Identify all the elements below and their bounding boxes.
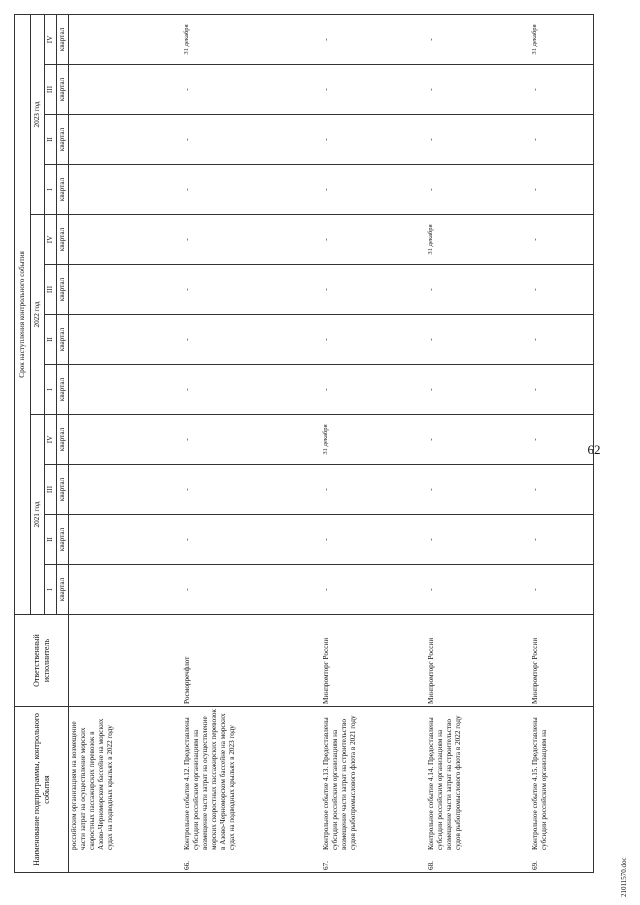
period-cell: - <box>321 365 426 415</box>
deadline-cell: 31 декабря <box>182 14 321 64</box>
quarter-word-header: квартал <box>57 115 69 165</box>
year-header: 2023 год <box>31 14 45 214</box>
deadline-cell: 31 декабря <box>426 215 531 265</box>
control-events-table <box>14 14 594 873</box>
quarter-word-header: квартал <box>57 215 69 265</box>
table-row <box>321 14 426 872</box>
quarter-number-header: I <box>45 165 57 215</box>
row-number <box>70 856 115 870</box>
period-cell <box>69 165 182 215</box>
period-cell: - <box>426 515 531 565</box>
table-row <box>69 14 182 872</box>
quarter-word-header: квартал <box>57 465 69 515</box>
period-cell: - <box>321 14 426 64</box>
period-cell: - <box>426 14 531 64</box>
quarter-number-header: III <box>45 65 57 115</box>
period-cell: - <box>426 65 531 115</box>
quarter-number-header: I <box>45 565 57 615</box>
period-cell <box>69 515 182 565</box>
period-cell <box>69 14 182 64</box>
event-name-text: Контрольное событие 4.13. Предоставлены субсидии российским организациям на возмещение части затрат на строительство судов рыбопромыслового флота в 2021 году <box>322 715 358 850</box>
quarter-word-header: квартал <box>57 65 69 115</box>
period-cell <box>69 415 182 465</box>
period-cell <box>69 215 182 265</box>
period-cell: - <box>321 65 426 115</box>
period-cell: - <box>321 315 426 365</box>
executor-column-header: Ответственный исполнитель <box>15 615 69 707</box>
period-cell: - <box>321 215 426 265</box>
period-cell: - <box>182 65 321 115</box>
period-cell: - <box>530 515 593 565</box>
quarter-number-header: II <box>45 315 57 365</box>
event-name-cell <box>426 707 531 873</box>
period-cell: - <box>182 315 321 365</box>
name-column-header: Наименование подпрограммы, контрольного события <box>15 707 69 873</box>
quarter-word-header: квартал <box>57 14 69 64</box>
quarter-number-header: II <box>45 115 57 165</box>
quarter-number-header: I <box>45 365 57 415</box>
period-cell <box>69 565 182 615</box>
period-cell: - <box>426 565 531 615</box>
period-cell: - <box>530 415 593 465</box>
year-header: 2021 год <box>31 415 45 615</box>
quarter-number-header: III <box>45 465 57 515</box>
period-cell: - <box>182 465 321 515</box>
period-cell: - <box>426 265 531 315</box>
period-cell: - <box>321 465 426 515</box>
period-cell: - <box>426 465 531 515</box>
period-cell: - <box>426 365 531 415</box>
period-cell: - <box>530 315 593 365</box>
period-cell: - <box>530 165 593 215</box>
event-name-cell <box>69 707 182 873</box>
event-name-text: российским организациям на возмещение части затрат на осуществление морских скоростных пассажирских перевозок в Азово-Черноморском бассейне на морских судах на подводных крыльях в 2022 году <box>70 718 114 850</box>
executor-cell <box>69 615 182 707</box>
period-cell: - <box>182 515 321 565</box>
row-number: 69. <box>531 861 540 870</box>
executor-cell: Росморречфлот <box>182 615 321 707</box>
quarter-number-header: II <box>45 515 57 565</box>
event-name-cell <box>530 707 593 873</box>
period-cell: - <box>182 115 321 165</box>
period-cell: - <box>530 465 593 515</box>
quarter-word-header: квартал <box>57 265 69 315</box>
period-cell <box>69 265 182 315</box>
period-cell: - <box>426 115 531 165</box>
period-cell: - <box>321 515 426 565</box>
period-cell: - <box>530 115 593 165</box>
period-cell <box>69 465 182 515</box>
quarter-word-header: квартал <box>57 415 69 465</box>
period-cell <box>69 315 182 365</box>
deadline-cell: 31 декабря <box>321 415 426 465</box>
table-row <box>530 14 593 872</box>
event-name-text: Контрольное событие 4.14. Предоставлены субсидии российским организациям на возмещение части затрат на строительство судов рыбопромыслового флота в 2022 году <box>426 715 462 850</box>
period-cell: - <box>530 265 593 315</box>
quarter-number-header: IV <box>45 14 57 64</box>
period-cell: - <box>321 565 426 615</box>
quarter-word-header: квартал <box>57 365 69 415</box>
quarter-number-header: IV <box>45 415 57 465</box>
quarter-word-header: квартал <box>57 515 69 565</box>
period-cell: - <box>182 215 321 265</box>
table-body <box>69 14 594 872</box>
year-header: 2022 год <box>31 215 45 415</box>
page-number: 62 <box>587 442 601 457</box>
period-cell <box>69 65 182 115</box>
row-number: 68. <box>426 861 435 870</box>
quarter-word-header: квартал <box>57 565 69 615</box>
period-cell: - <box>182 565 321 615</box>
document-footer: 21011570.doc <box>620 857 628 897</box>
table-header <box>15 14 69 872</box>
period-cell: - <box>426 415 531 465</box>
period-cell: - <box>321 115 426 165</box>
period-cell: - <box>182 415 321 465</box>
quarter-word-header: квартал <box>57 315 69 365</box>
event-name-text: Контрольное событие 4.15. Предоставлены субсидии российским организациям на <box>531 717 549 850</box>
period-group-header: Срок наступления контрольного события <box>15 14 31 614</box>
period-cell: - <box>182 165 321 215</box>
period-cell <box>69 365 182 415</box>
event-name-cell <box>321 707 426 873</box>
period-cell: - <box>530 65 593 115</box>
table-row <box>426 14 531 872</box>
quarter-number-header: III <box>45 265 57 315</box>
event-name-text: Контрольное событие 4.12. Предоставлены субсидии российским организациям на возмещение части затрат на осуществление морских скоростных пассажирских перевозок в Азово-Черноморском бассейне на морских судах на подводных крыльях в 2023 году <box>182 709 236 850</box>
period-cell: - <box>321 165 426 215</box>
period-cell <box>69 115 182 165</box>
row-number: 66. <box>182 861 191 870</box>
executor-cell: Минпромторг России <box>530 615 593 707</box>
period-cell: - <box>530 365 593 415</box>
executor-cell: Минпромторг России <box>426 615 531 707</box>
period-cell: - <box>426 315 531 365</box>
quarter-number-header: IV <box>45 215 57 265</box>
period-cell: - <box>182 365 321 415</box>
event-name-cell <box>182 707 321 873</box>
row-number: 67. <box>322 861 331 870</box>
period-cell: - <box>182 265 321 315</box>
quarter-word-header: квартал <box>57 165 69 215</box>
executor-cell: Минпромторг России <box>321 615 426 707</box>
period-cell: - <box>426 165 531 215</box>
deadline-cell: 31 декабря <box>530 14 593 64</box>
period-cell: - <box>530 215 593 265</box>
table-row <box>182 14 321 872</box>
period-cell: - <box>530 565 593 615</box>
period-cell: - <box>321 265 426 315</box>
